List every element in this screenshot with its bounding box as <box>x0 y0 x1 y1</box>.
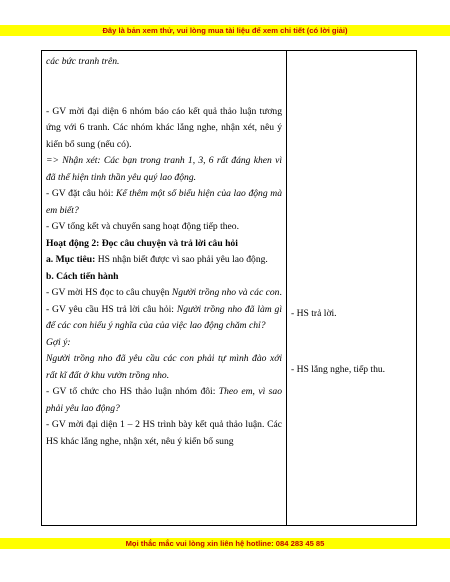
hint-label: Gợi ý: <box>46 336 71 348</box>
procedure-heading: b. Cách tiến hành <box>46 270 119 282</box>
preview-banner <box>0 25 450 36</box>
ask-question: Người trồng nho đã làm gì để các con hiểu ý nghĩa của của việc lao động chăm chỉ? <box>46 303 282 331</box>
paragraph-summary: - GV tổng kết và chuyển sang hoạt động tiếp theo. <box>46 221 239 232</box>
hotline-banner <box>0 538 450 549</box>
story-title: Người trồng nho và các con <box>171 287 280 298</box>
paragraph-ask <box>46 302 282 335</box>
ask-prefix: - GV yêu cầu HS trả lời câu hỏi: <box>46 303 177 315</box>
question-text: Kể thêm một số biểu hiện của lao động mà em biết? <box>46 188 282 216</box>
paragraph-read-story <box>46 285 282 302</box>
read-story-suffix: . <box>279 287 282 298</box>
spacer <box>46 71 282 104</box>
paragraph-question <box>46 186 282 219</box>
teacher-activities-column <box>46 54 282 450</box>
paragraph-objective <box>46 252 282 269</box>
column-divider <box>286 50 287 526</box>
hint-text: Người trồng nho đã yêu cầu các con phải tự mình đào xới rất kĩ đất ở khu vườn trồng nho. <box>46 353 282 381</box>
question-prefix: - GV đặt câu hỏi: <box>46 188 117 199</box>
preview-banner-text: Đây là bản xem thử, vui lòng mua tài liệu để xem chi tiết (có lời giải) <box>102 26 348 35</box>
hotline-banner-text: Mọi thắc mắc vui lòng xin liên hệ hotline: 084 283 45 85 <box>125 539 325 548</box>
activity-heading: Hoạt động 2: Đọc câu chuyện và trả lời câu hỏi <box>46 237 238 249</box>
paragraph-pair-discussion <box>46 384 282 417</box>
paragraph-continuation: các bức tranh trên. <box>46 56 120 67</box>
pair-discussion-prefix: - GV tổ chức cho HS thảo luận nhóm đôi: <box>46 386 219 397</box>
paragraph-present: - GV mời đại diện 1 – 2 HS trình bày kết quả thảo luận. Các HS khác lắng nghe, nhận xét, nêu ý kiến bổ sung <box>46 419 282 447</box>
objective-label: a. Mục tiêu: <box>46 254 96 265</box>
pair-discussion-question: Theo em, vì sao phải yêu lao động? <box>46 386 282 414</box>
objective-text: HS nhận biết được vì sao phải yêu lao động. <box>95 254 268 265</box>
student-response-answer: - HS trả lời. <box>291 308 337 319</box>
read-story-prefix: - GV mời HS đọc to câu chuyện <box>46 287 172 298</box>
paragraph-comment: => Nhận xét: Các bạn trong tranh 1, 3, 6 rất đáng khen vì đã thể hiện tinh thần yêu quý lao động. <box>46 155 282 183</box>
paragraph-group-report: - GV mời đại diện 6 nhóm báo cáo kết quả thảo luận tương ứng với 6 tranh. Các nhóm khác lắng nghe, nhận xét, nêu ý kiến bổ sung (nếu có). <box>46 105 282 150</box>
student-response-listen: - HS lắng nghe, tiếp thu. <box>291 364 386 375</box>
